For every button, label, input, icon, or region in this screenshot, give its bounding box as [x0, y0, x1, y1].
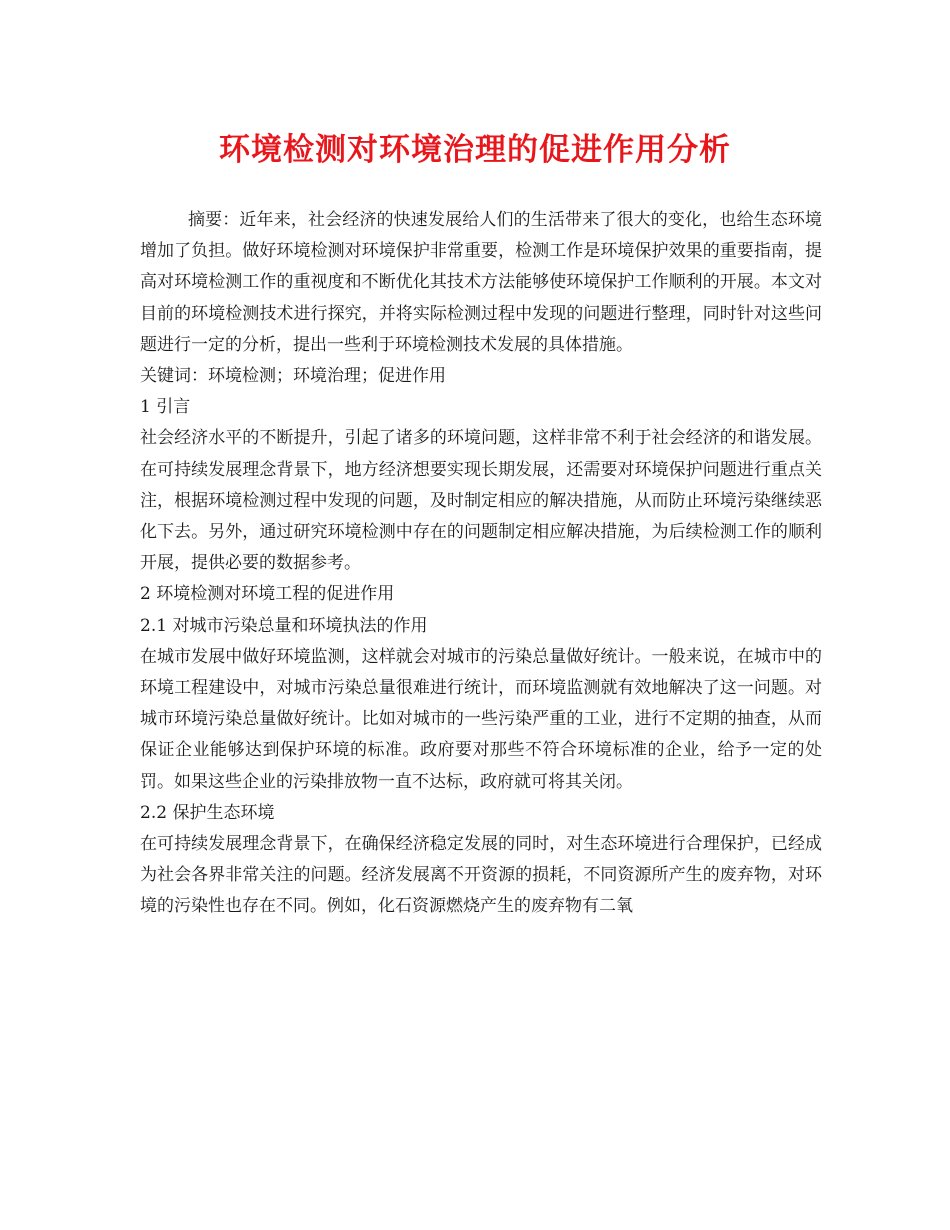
- section-heading-2-1: 2.1 对城市污染总量和环境执法的作用: [140, 615, 428, 636]
- document-title: 环境检测对环境治理的促进作用分析: [219, 132, 731, 168]
- section-2-1-paragraph: 在城市发展中做好环境监测，这样就会对城市的污染总量做好统计。一般来说，在城市中的环境工程建设中，对城市污染总量很难进行统计，而环境监测就有效地解决了这一问题。对城市环境污染总量做好统计。比如对城市的一些污染严重的工业，进行不定期的抽查，从而保证企业能够达到保护环境的标准。政府要对那些不符合环境标准的企业，给予一定的处罚。如果这些企业的污染排放物一直不达标，政府就可将其关闭。: [140, 646, 822, 792]
- section-1-paragraph: 社会经济水平的不断提升，引起了诸多的环境问题，这样非常不利于社会经济的和谐发展。在可持续发展理念背景下，地方经济想要实现长期发展，还需要对环境保护问题进行重点关注，根据环境检测过程中发现的问题，及时制定相应的解决措施，从而防止环境污染继续恶化下去。另外，通过研究环境检测中存在的问题制定相应解决措施，为后续检测工作的顺利开展，提供必要的数据参考。: [140, 428, 822, 574]
- document-body: [140, 205, 822, 923]
- keywords-line: 关键词：环境检测；环境治理；促进作用: [140, 366, 446, 387]
- section-heading-1: 1 引言: [140, 397, 191, 418]
- section-heading-2-2: 2.2 保护生态环境: [140, 802, 275, 823]
- section-heading-2: 2 环境检测对环境工程的促进作用: [140, 584, 395, 605]
- abstract-paragraph: 摘要：近年来，社会经济的快速发展给人们的生活带来了很大的变化，也给生态环境增加了负担。做好环境检测对环境保护非常重要，检测工作是环境保护效果的重要指南，提高对环境检测工作的重视度和不断优化其技术方法能够使环境保护工作顺利的开展。本文对目前的环境检测技术进行探究，并将实际检测过程中发现的问题进行整理，同时针对这些问题进行一定的分析，提出一些利于环境检测技术发展的具体措施。: [140, 210, 822, 355]
- section-2-2-paragraph: 在可持续发展理念背景下，在确保经济稳定发展的同时，对生态环境进行合理保护，已经成为社会各界非常关注的问题。经济发展离不开资源的损耗，不同资源所产生的废弃物，对环境的污染性也存在不同。例如，化石资源燃烧产生的废弃物有二氧: [140, 834, 822, 917]
